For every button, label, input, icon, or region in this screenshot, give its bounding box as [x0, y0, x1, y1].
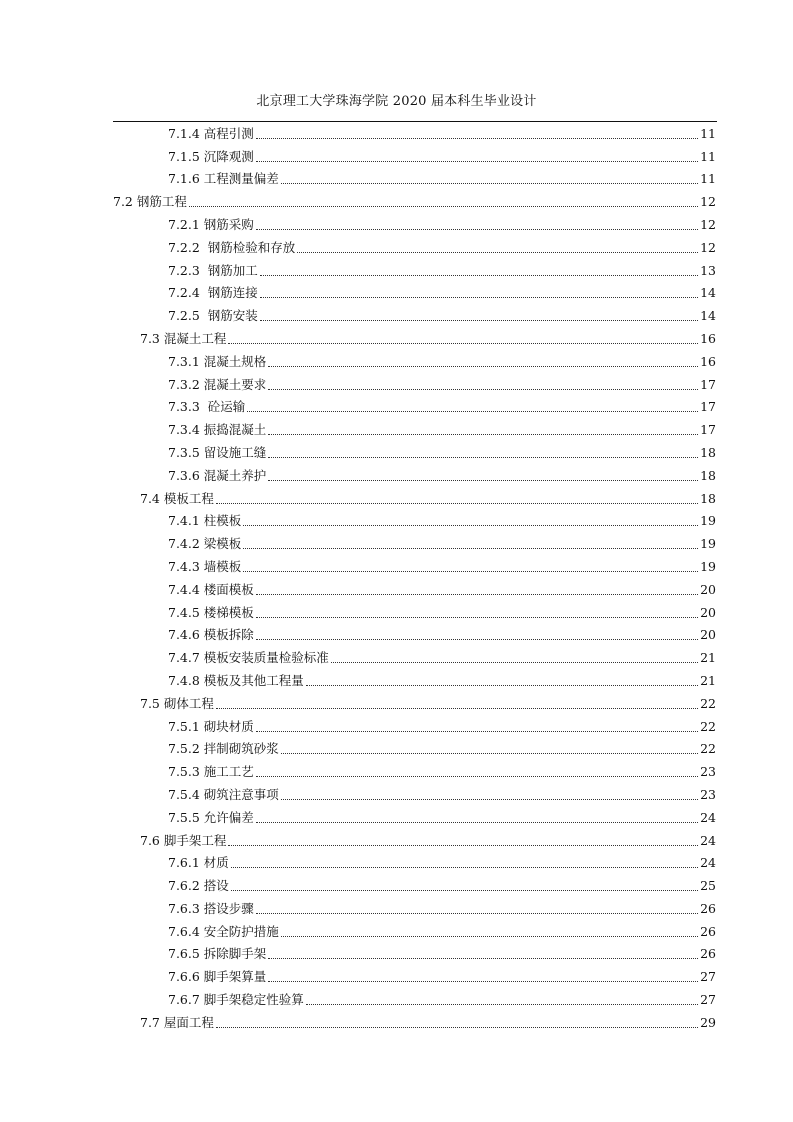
page-header-title: 北京理工大学珠海学院 2020 届本科生毕业设计 — [256, 94, 537, 109]
toc-entry[interactable] — [0, 167, 793, 190]
toc-dot-leader — [297, 252, 698, 253]
toc-dot-leader — [268, 958, 698, 959]
toc-entry-page-number: 27 — [700, 969, 716, 985]
toc-entry-page-number: 23 — [700, 786, 716, 802]
toc-entry-page-number: 20 — [700, 581, 716, 597]
toc-entry-page-number: 24 — [700, 832, 716, 848]
toc-dot-leader — [228, 343, 698, 344]
toc-entry-page-number: 24 — [700, 855, 716, 871]
toc-entry[interactable] — [0, 668, 793, 691]
toc-entry[interactable] — [0, 714, 793, 737]
toc-dot-leader — [268, 457, 698, 458]
toc-entry-page-number: 18 — [700, 490, 716, 506]
toc-entry-label: 7.4.5 楼梯模板 — [168, 604, 254, 620]
toc-entry-label: 7.4.7 模板安装质量检验标准 — [168, 650, 329, 666]
toc-entry[interactable] — [0, 805, 793, 828]
toc-entry-page-number: 23 — [700, 764, 716, 780]
toc-dot-leader — [216, 708, 698, 709]
toc-entry-page-number: 19 — [700, 558, 716, 574]
toc-entry[interactable] — [0, 235, 793, 258]
toc-entry[interactable] — [0, 828, 793, 851]
toc-dot-leader — [243, 525, 698, 526]
table-of-contents — [0, 121, 793, 1033]
toc-entry-label: 7.4.2 梁模板 — [168, 536, 242, 552]
toc-entry-label: 7.1.5 沉降观测 — [168, 148, 254, 164]
toc-entry[interactable] — [0, 987, 793, 1010]
toc-entry[interactable] — [0, 486, 793, 509]
toc-entry-page-number: 21 — [700, 650, 716, 666]
toc-entry-page-number: 20 — [700, 627, 716, 643]
toc-entry-page-number: 26 — [700, 946, 716, 962]
toc-dot-leader — [256, 229, 698, 230]
toc-dot-leader — [189, 206, 698, 207]
toc-entry[interactable] — [0, 645, 793, 668]
toc-entry-label: 7.4 模板工程 — [140, 490, 214, 506]
toc-entry-page-number: 17 — [700, 422, 716, 438]
toc-entry[interactable] — [0, 623, 793, 646]
toc-entry-page-number: 20 — [700, 604, 716, 620]
toc-entry-label: 7.4.3 墙模板 — [168, 558, 242, 574]
toc-dot-leader — [256, 731, 698, 732]
toc-entry[interactable] — [0, 1010, 793, 1033]
toc-entry-label: 7.2 钢筋工程 — [113, 194, 187, 210]
toc-entry-page-number: 22 — [700, 695, 716, 711]
toc-entry-label: 7.3.4 振捣混凝土 — [168, 422, 267, 438]
toc-entry-page-number: 22 — [700, 718, 716, 734]
toc-entry-label: 7.1.6 工程测量偏差 — [168, 171, 279, 187]
toc-entry-label: 7.3.6 混凝土养护 — [168, 467, 267, 483]
toc-dot-leader — [256, 161, 698, 162]
toc-entry-label: 7.2.5 钢筋安装 — [168, 308, 258, 324]
toc-entry-page-number: 19 — [700, 513, 716, 529]
toc-dot-leader — [268, 981, 698, 982]
toc-entry-page-number: 12 — [700, 216, 716, 232]
toc-entry-page-number: 16 — [700, 353, 716, 369]
toc-dot-leader — [260, 297, 698, 298]
toc-dot-leader — [256, 594, 698, 595]
toc-entry[interactable] — [0, 395, 793, 418]
toc-entry-label: 7.4.6 模板拆除 — [168, 627, 254, 643]
toc-entry[interactable] — [0, 600, 793, 623]
toc-entry[interactable] — [0, 326, 793, 349]
toc-entry-label: 7.2.1 钢筋采购 — [168, 216, 254, 232]
toc-entry[interactable] — [0, 212, 793, 235]
toc-entry[interactable] — [0, 851, 793, 874]
toc-entry-page-number: 26 — [700, 923, 716, 939]
toc-dot-leader — [256, 639, 698, 640]
toc-entry-page-number: 11 — [700, 171, 716, 187]
toc-dot-leader — [231, 867, 698, 868]
toc-dot-leader — [268, 389, 698, 390]
toc-entry-label: 7.1.4 高程引测 — [168, 125, 254, 141]
toc-entry-label: 7.6.4 安全防护措施 — [168, 923, 279, 939]
toc-dot-leader — [268, 366, 698, 367]
toc-entry[interactable] — [0, 349, 793, 372]
toc-entry-label: 7.6.1 材质 — [168, 855, 229, 871]
toc-entry-label: 7.7 屋面工程 — [140, 1014, 214, 1030]
toc-entry[interactable] — [0, 189, 793, 212]
toc-entry-label: 7.4.8 模板及其他工程量 — [168, 672, 304, 688]
toc-entry-label: 7.6.7 脚手架稳定性验算 — [168, 992, 304, 1008]
toc-entry[interactable] — [0, 691, 793, 714]
toc-entry[interactable] — [0, 121, 793, 144]
toc-dot-leader — [268, 434, 698, 435]
toc-entry-page-number: 24 — [700, 809, 716, 825]
toc-entry-label: 7.2.2 钢筋检验和存放 — [168, 239, 296, 255]
toc-dot-leader — [268, 480, 698, 481]
toc-entry[interactable] — [0, 919, 793, 942]
toc-entry-label: 7.5.4 砌筑注意事项 — [168, 786, 279, 802]
toc-dot-leader — [228, 845, 698, 846]
toc-entry[interactable] — [0, 759, 793, 782]
toc-entry-page-number: 11 — [700, 125, 716, 141]
toc-entry-label: 7.6.3 搭设步骤 — [168, 900, 254, 916]
toc-entry-label: 7.3.1 混凝土规格 — [168, 353, 267, 369]
toc-entry-label: 7.5.5 允许偏差 — [168, 809, 254, 825]
toc-dot-leader — [306, 1004, 698, 1005]
toc-entry-page-number: 29 — [700, 1014, 716, 1030]
toc-entry-page-number: 12 — [700, 194, 716, 210]
toc-entry-page-number: 14 — [700, 308, 716, 324]
toc-dot-leader — [281, 936, 698, 937]
toc-entry-label: 7.3 混凝土工程 — [140, 330, 227, 346]
toc-entry[interactable] — [0, 964, 793, 987]
toc-entry[interactable] — [0, 873, 793, 896]
toc-entry-label: 7.5.3 施工工艺 — [168, 764, 254, 780]
toc-dot-leader — [281, 753, 698, 754]
toc-entry[interactable] — [0, 737, 793, 760]
toc-entry-page-number: 13 — [700, 262, 716, 278]
toc-entry-page-number: 21 — [700, 672, 716, 688]
toc-dot-leader — [243, 571, 698, 572]
toc-entry-label: 7.6.5 拆除脚手架 — [168, 946, 267, 962]
toc-dot-leader — [216, 503, 698, 504]
toc-dot-leader — [256, 822, 698, 823]
toc-dot-leader — [306, 685, 698, 686]
toc-entry-label: 7.5.2 拌制砌筑砂浆 — [168, 741, 279, 757]
toc-entry-page-number: 19 — [700, 536, 716, 552]
toc-dot-leader — [260, 320, 698, 321]
toc-entry[interactable] — [0, 463, 793, 486]
toc-entry-label: 7.6 脚手架工程 — [140, 832, 227, 848]
toc-entry-label: 7.5.1 砌块材质 — [168, 718, 254, 734]
toc-entry-page-number: 16 — [700, 330, 716, 346]
toc-entry[interactable] — [0, 258, 793, 281]
toc-entry-label: 7.6.6 脚手架算量 — [168, 969, 267, 985]
toc-entry[interactable] — [0, 554, 793, 577]
toc-dot-leader — [281, 183, 698, 184]
toc-entry-page-number: 27 — [700, 992, 716, 1008]
toc-dot-leader — [281, 799, 698, 800]
toc-entry-label: 7.3.3 砼运输 — [168, 399, 246, 415]
toc-entry-label: 7.4.1 柱模板 — [168, 513, 242, 529]
toc-entry-page-number: 18 — [700, 467, 716, 483]
toc-entry[interactable] — [0, 942, 793, 965]
toc-entry-page-number: 17 — [700, 399, 716, 415]
toc-dot-leader — [243, 548, 698, 549]
toc-entry[interactable] — [0, 372, 793, 395]
toc-dot-leader — [256, 913, 698, 914]
toc-entry[interactable] — [0, 577, 793, 600]
toc-entry-page-number: 25 — [700, 878, 716, 894]
toc-dot-leader — [256, 138, 698, 139]
toc-entry-label: 7.3.5 留设施工缝 — [168, 444, 267, 460]
toc-entry-page-number: 11 — [700, 148, 716, 164]
toc-entry[interactable] — [0, 509, 793, 532]
toc-dot-leader — [260, 275, 698, 276]
toc-entry-page-number: 17 — [700, 376, 716, 392]
toc-entry-page-number: 22 — [700, 741, 716, 757]
toc-entry-label: 7.4.4 楼面模板 — [168, 581, 254, 597]
toc-entry-label: 7.2.4 钢筋连接 — [168, 285, 258, 301]
toc-entry-label: 7.6.2 搭设 — [168, 878, 229, 894]
toc-entry[interactable] — [0, 896, 793, 919]
toc-entry-page-number: 18 — [700, 444, 716, 460]
toc-entry-label: 7.3.2 混凝土要求 — [168, 376, 267, 392]
toc-entry[interactable] — [0, 281, 793, 304]
toc-dot-leader — [256, 617, 698, 618]
toc-dot-leader — [231, 890, 698, 891]
toc-dot-leader — [216, 1027, 698, 1028]
toc-entry-label: 7.5 砌体工程 — [140, 695, 214, 711]
toc-entry[interactable] — [0, 303, 793, 326]
toc-dot-leader — [331, 662, 698, 663]
toc-entry-label: 7.2.3 钢筋加工 — [168, 262, 258, 278]
toc-entry[interactable] — [0, 144, 793, 167]
toc-entry[interactable] — [0, 417, 793, 440]
toc-dot-leader — [256, 776, 698, 777]
toc-entry-page-number: 14 — [700, 285, 716, 301]
toc-entry-page-number: 12 — [700, 239, 716, 255]
toc-entry[interactable] — [0, 531, 793, 554]
toc-entry[interactable] — [0, 440, 793, 463]
toc-dot-leader — [247, 411, 698, 412]
toc-entry-page-number: 26 — [700, 900, 716, 916]
toc-entry[interactable] — [0, 782, 793, 805]
